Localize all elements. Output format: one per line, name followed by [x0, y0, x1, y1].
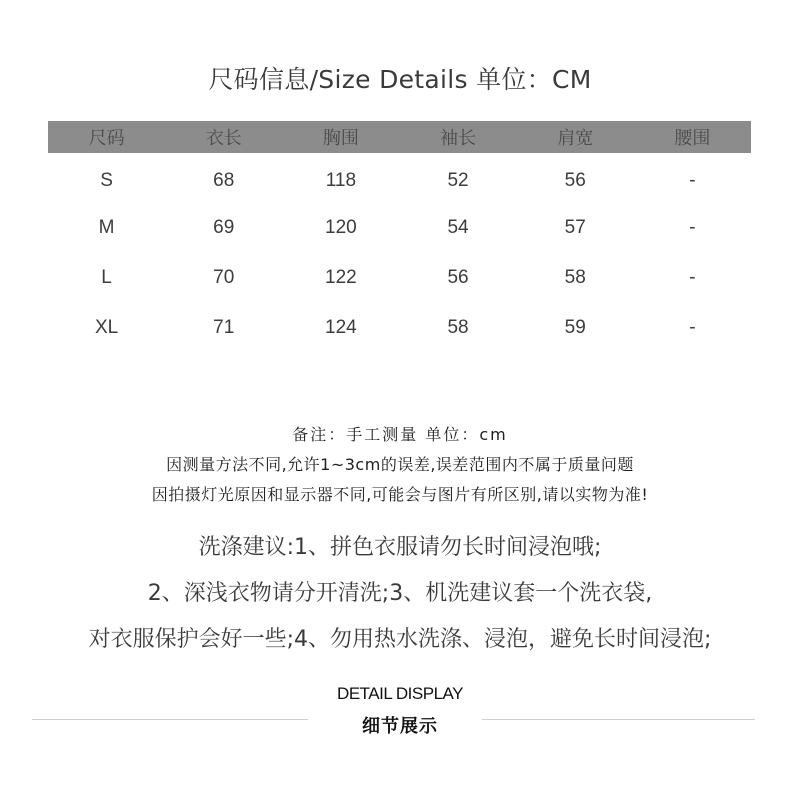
table-cell: S — [100, 170, 113, 191]
note-color-difference: 因拍摄灯光原因和显示器不同,可能会与图片有所区别,请以实物为准! — [151, 485, 649, 504]
table-cell: 58 — [447, 317, 469, 338]
column-header-sleeve: 袖长 — [399, 121, 516, 153]
column-header-waist: 腰围 — [634, 121, 751, 153]
table-cell: 54 — [447, 217, 469, 238]
detail-display-en: DETAIL DISPLAY — [337, 684, 463, 703]
table-cell: 57 — [564, 217, 586, 238]
table-cell: - — [689, 170, 696, 191]
column-header-shoulder: 肩宽 — [517, 121, 634, 153]
column-header-length: 衣长 — [165, 121, 282, 153]
table-cell: 120 — [325, 217, 357, 238]
table-cell: - — [689, 267, 696, 288]
table-cell: 58 — [564, 267, 586, 288]
table-row — [48, 153, 751, 203]
table-cell: 124 — [325, 317, 357, 338]
note-tolerance: 因测量方法不同,允许1~3cm的误差,误差范围内不属于质量问题 — [166, 455, 634, 474]
size-table-header-row — [48, 121, 751, 153]
table-cell: XL — [94, 317, 119, 338]
table-row — [48, 303, 751, 353]
table-cell: 118 — [325, 170, 357, 191]
table-cell: 59 — [564, 317, 586, 338]
care-instructions — [0, 525, 800, 663]
table-cell: L — [101, 267, 112, 288]
table-row — [48, 253, 751, 303]
column-header-chest: 胸围 — [282, 121, 399, 153]
detail-display-cn: 细节展示 — [362, 716, 438, 737]
table-cell: 68 — [213, 170, 235, 191]
table-cell: 56 — [447, 267, 469, 288]
care-line-2: 2、深浅衣物请分开清洗;3、机洗建议套一个洗衣袋, — [147, 581, 653, 606]
table-cell: 122 — [325, 267, 357, 288]
table-cell: M — [98, 217, 115, 238]
page-title: 尺码信息/Size Details 单位：CM — [208, 65, 592, 94]
table-cell: 71 — [213, 317, 235, 338]
notes-section — [0, 420, 800, 510]
care-line-3: 对衣服保护会好一些;4、勿用热水洗涤、浸泡，避免长时间浸泡; — [88, 627, 712, 652]
table-cell: - — [689, 317, 696, 338]
table-cell: 52 — [447, 170, 469, 191]
note-measurement: 备注：手工测量 单位：cm — [292, 425, 508, 444]
table-cell: 70 — [213, 267, 235, 288]
care-line-1: 洗涤建议:1、拼色衣服请勿长时间浸泡哦; — [198, 535, 602, 560]
table-cell: 56 — [564, 170, 586, 191]
table-cell: 69 — [213, 217, 235, 238]
detail-display-heading — [0, 684, 800, 738]
table-row — [48, 203, 751, 253]
size-table — [48, 121, 751, 353]
table-cell: - — [689, 217, 696, 238]
column-header-size: 尺码 — [48, 121, 165, 153]
